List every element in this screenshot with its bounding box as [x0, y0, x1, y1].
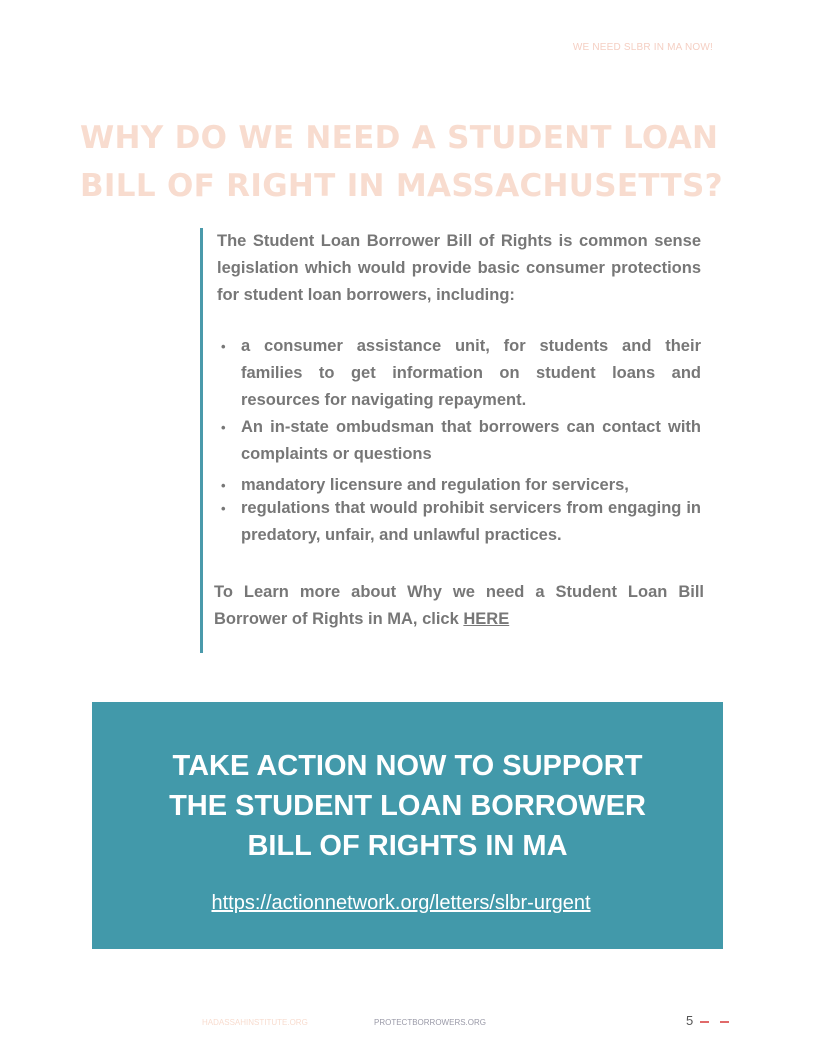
learn-more-paragraph [214, 579, 704, 633]
cta-heading-line-1: TAKE ACTION NOW TO SUPPORT [172, 750, 643, 782]
bullet-icon: • [221, 420, 226, 435]
bullet-icon: • [221, 478, 226, 493]
list-item-text: mandatory licensure and regulation for servicers, [241, 476, 629, 494]
page-title [80, 114, 760, 210]
content-block [200, 228, 705, 653]
list-item [217, 495, 701, 549]
page-title-line-1: WHY DO WE NEED A STUDENT LOAN [80, 120, 719, 156]
action-network-link[interactable]: https://actionnetwork.org/letters/slbr-urgent [211, 892, 591, 914]
page-title-line-2: BILL OF RIGHT IN MASSACHUSETTS? [80, 168, 723, 204]
bullet-list [217, 333, 701, 549]
here-link[interactable]: HERE [463, 610, 510, 628]
cta-heading-line-3: BILL OF RIGHTS IN MA [247, 830, 568, 862]
list-item-text: An in-state ombudsman that borrowers can contact with complaints or questions [241, 418, 701, 463]
footer-website-left[interactable]: HADASSAHINSTITUTE.ORG [202, 1018, 308, 1027]
intro-paragraph: The Student Loan Borrower Bill of Rights is common sense legislation which would provide basic consumer protections for student loan borrowers, including: [217, 232, 701, 304]
header-tag: WE NEED SLBR IN MA NOW! [572, 42, 713, 53]
list-item-text: a consumer assistance unit, for students and their families to get information on student loans and resources for navigating repayment. [241, 337, 701, 409]
footer-website-middle[interactable]: PROTECTBORROWERS.ORG [374, 1018, 487, 1027]
list-item-text: regulations that would prohibit servicers from engaging in predatory, unfair, and unlawful practices. [241, 499, 701, 544]
footer-dash-icon [700, 1021, 709, 1023]
call-to-action-box [92, 702, 723, 949]
list-item [217, 333, 701, 414]
list-item [217, 414, 701, 468]
learn-more-text: To Learn more about Why we need a Student Loan Bill Borrower of Rights in MA, click [214, 583, 704, 628]
page-number: 5 [686, 1013, 694, 1028]
footer-dash-icon [720, 1021, 729, 1023]
bullet-icon: • [221, 501, 226, 516]
bullet-icon: • [221, 339, 226, 354]
cta-heading [92, 746, 723, 866]
cta-heading-line-2: THE STUDENT LOAN BORROWER [169, 790, 646, 822]
